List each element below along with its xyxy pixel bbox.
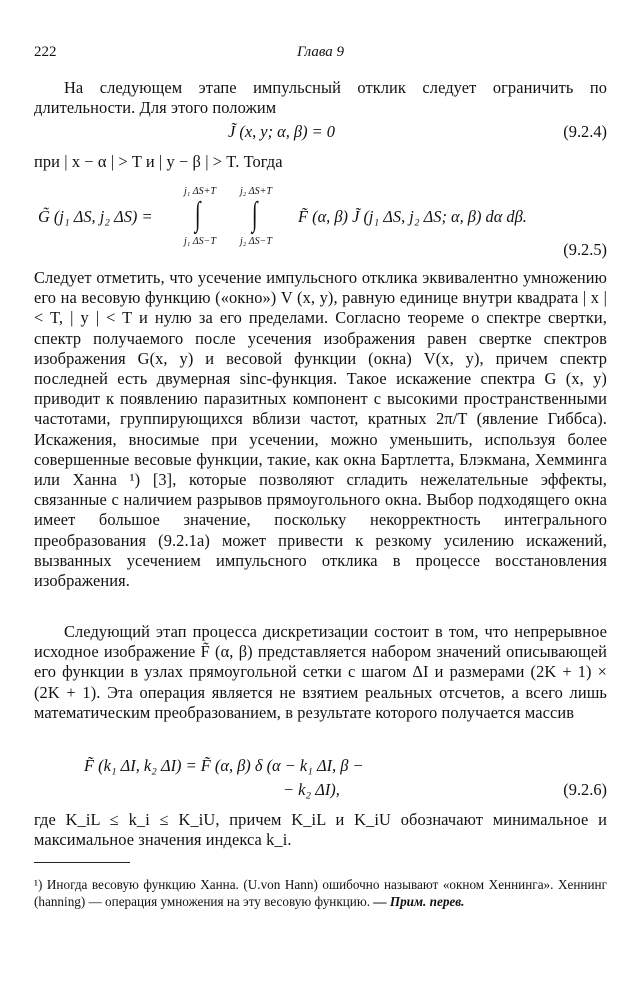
integral-sign-2: ∫: [251, 196, 258, 233]
footnote: [34, 876, 607, 910]
paragraph-4: Следующий этап процесса дискретизации состоит в том, что непрерывное исходное изображение F̃ (α, β) представляется набором значений описывающей его функции в узлах прямоугольной сетки с шагом ΔI и размерами (2K + 1) × (2K + 1). Эта операция является не взятием реальных отсчетов, а всего лишь математическим преобразованием, в результате которого получается массив: [34, 622, 607, 722]
footnote-text: Иногда весовую функцию Ханна. (U.von Hann) ошибочно называют «окном Хеннинга». Хеннинг (hanning) — операция умножения на эту весовую функцию.: [34, 877, 607, 909]
page-number: 222: [34, 44, 57, 60]
eq2-lhs: G̃ (j₁ ΔS, j₂ ΔS) =: [38, 207, 153, 226]
paragraph-5: где K_iL ≤ k_i ≤ K_iU, причем K_iL и K_iU обозначают минимальное и максимальное значения индекса k_i.: [34, 810, 607, 850]
paragraph-3: Следует отметить, что усечение импульсного отклика эквивалентно умножению его на весовую функцию («окно») V (x, y), равную единице внутри квадрата | x | < T, | y | < T и нулю за его пределами. Согласно теореме о спектре свертки, спектр получаемого после усечения изображения равен свертке спектров изображения G(x, y) и весовой функции (окна) V(x, y), причем спектр последней есть двумерная sinc-функция. Такое искажение спектра G (x, y) приводит к появлению паразитных компонент с высокими пространственными частотами, группирующихся вблизи частот, кратных 2π/T (явление Гиббса). Искажения, вносимые при усечении, можно уменьшить, используя более совершенные весовые функции, такие, как окна Бартлетта, Блэкмана, Хемминга или Ханна ¹) [3], которые позволяют сгладить нежелательные эффекты, связанные с наличием разрывов прямоугольного окна. Выбор подходящего окна имеет большое значение, поскольку некорректность интегрального преобразования (9.2.1а) может привести к резкому усилению искажений, вызванных усечением импульсного отклика в процессе восстановления изображения.: [34, 268, 607, 591]
equation-9-2-6-line-2: − k₂ ΔI),: [283, 780, 340, 799]
footnote-divider: [34, 862, 130, 863]
paragraph-1: На следующем этапе импульсный отклик следует ограничить по длительности. Для этого положим: [34, 78, 607, 118]
paragraph-2: при | x − α | > T и | y − β | > T. Тогда: [34, 152, 283, 171]
eq2-lower-limit-1: j₁ ΔS−T: [184, 236, 216, 247]
translator-note: — Прим. перев.: [373, 894, 465, 909]
equation-9-2-4: J̃ (x, y; α, β) = 0: [228, 122, 336, 141]
eq2-rhs: F̃ (α, β) J̃ (j₁ ΔS, j₂ ΔS; α, β) dα dβ.: [298, 207, 527, 226]
eq2-upper-limit-1: j₁ ΔS+T: [184, 186, 216, 197]
integral-sign-1: ∫: [194, 196, 201, 233]
footnote-marker: ¹): [34, 877, 43, 892]
equation-number-9-2-5: (9.2.5): [563, 240, 607, 259]
eq2-upper-limit-2: j₂ ΔS+T: [240, 186, 272, 197]
equation-number-9-2-6: (9.2.6): [563, 780, 607, 799]
equation-number-9-2-4: (9.2.4): [563, 122, 607, 141]
equation-9-2-6-line-1: F̃ (k₁ ΔI, k₂ ΔI) = F̃ (α, β) δ (α − k₁ ΔI, β −: [84, 756, 364, 775]
chapter-title: Глава 9: [296, 44, 345, 60]
eq2-lower-limit-2: j₂ ΔS−T: [240, 236, 272, 247]
